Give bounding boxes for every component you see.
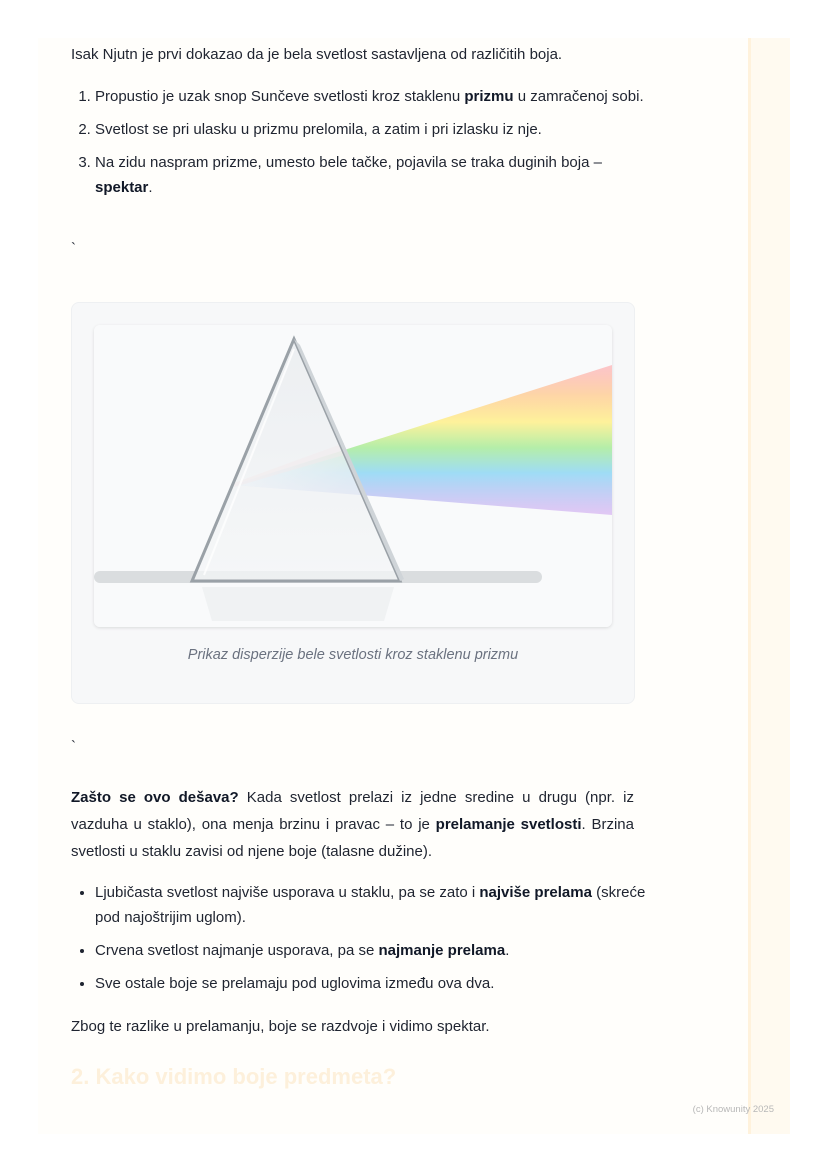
figure-card (71, 302, 635, 704)
experiment-steps-list (71, 84, 655, 208)
page-side-line (748, 38, 751, 1134)
prism-dispersion-image (94, 325, 612, 627)
list-item: • Crvena svetlost najmanje usporava, pa se najmanje prelama. (95, 938, 655, 963)
list-item: • Sve ostale boje se prelamaju pod uglovima između ova dva. (95, 971, 655, 996)
intro-paragraph: Isak Njutn je prvi dokazao da je bela svetlost sastavljena od različitih boja. (71, 46, 563, 63)
figure-caption: Prikaz disperzije bele svetlosti kroz staklenu prizmu (187, 647, 519, 663)
copyright-footer: (c) Knowunity 2025 (692, 1104, 774, 1115)
list-item: 2. Svetlost se pri ulasku u prizmu prelomila, a zatim i pri izlasku iz nje. (95, 117, 655, 142)
list-item: 3. Na zidu naspram prizme, umesto bele tačke, pojavila se traka duginih boja – spektar. (95, 150, 655, 200)
list-item: 1. Propustio je uzak snop Sunčeve svetlosti kroz staklenu prizmu u zamračenoj sobi. (95, 84, 655, 109)
list-item: • Ljubičasta svetlost najviše usporava u staklu, pa se zato i najviše prelama (skreće pod najoštrijim uglom). (95, 880, 655, 930)
backtick-mark: ` (71, 240, 76, 257)
section-heading: 2. Kako vidimo boje predmeta? (71, 1064, 397, 1089)
refraction-bullets-list (71, 880, 655, 1004)
conclusion-paragraph: Zbog te razlike u prelamanju, boje se razdvoje i vidimo spektar. (71, 1018, 490, 1035)
page-side-strip (748, 38, 790, 1134)
explanation-paragraph: Zašto se ovo dešava? Kada svetlost prelazi iz jedne sredine u drugu (npr. iz vazduha u staklo), ona menja brzinu i pravac – to je prelamanje svetlosti. Brzina svetlosti u staklu zavisi od njene boje (talasne dužine). (71, 789, 634, 860)
backtick-mark: ` (71, 738, 76, 755)
